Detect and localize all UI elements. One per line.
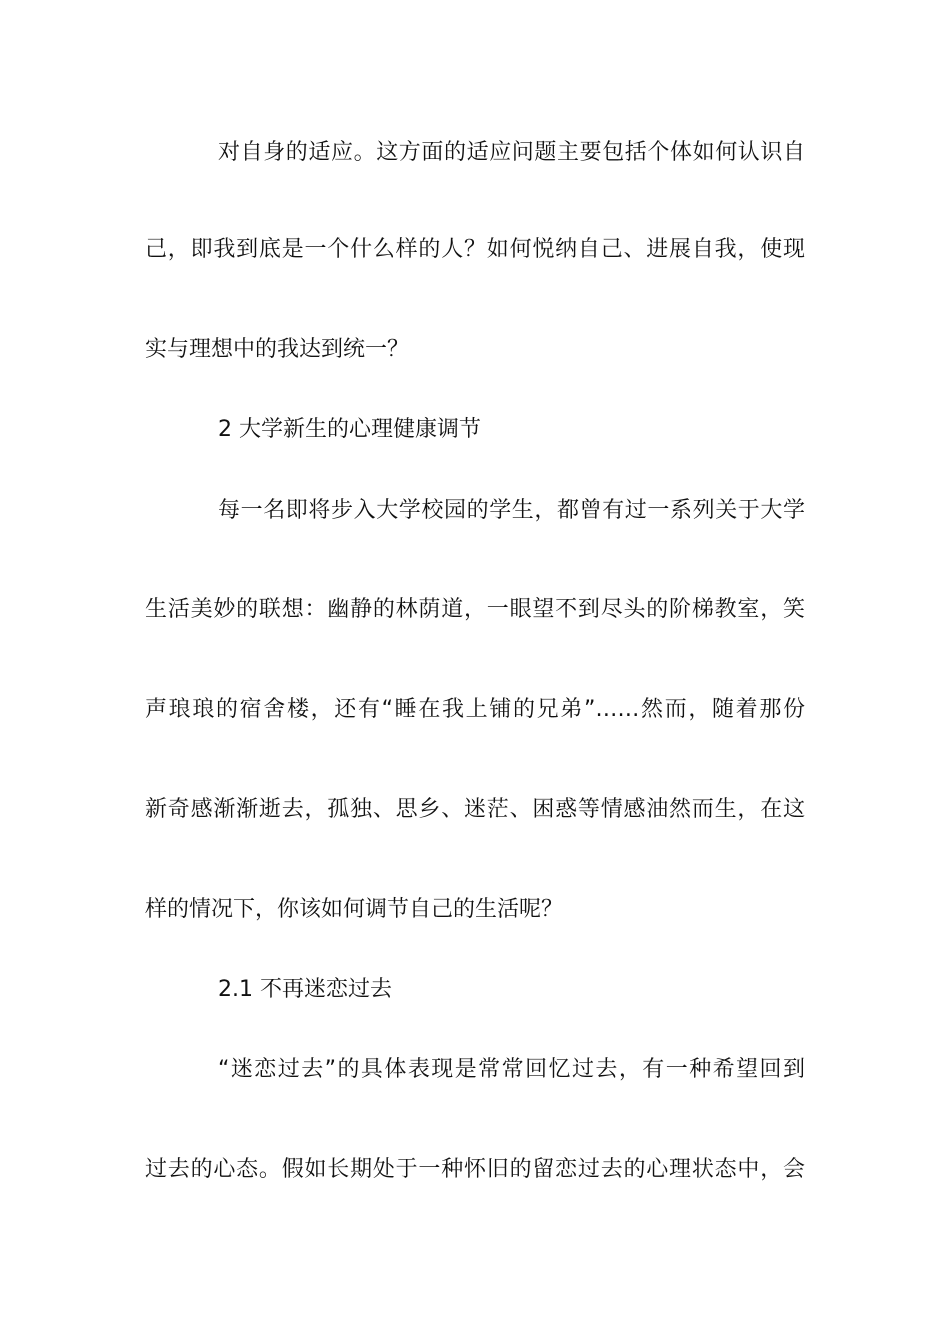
paragraph-line: 实与理想中的我达到统一？ (145, 337, 410, 362)
paragraph-line: 样的情况下，你该如何调节自己的生活呢？ (145, 897, 564, 922)
paragraph-line: 每一名即将步入大学校园的学生，都曾有过一系列关于大学 (218, 498, 805, 523)
subsection-heading: 2.1 不再迷恋过去 (218, 977, 392, 1002)
paragraph-line: 生活美妙的联想：幽静的林荫道，一眼望不到尽头的阶梯教室，笑 (145, 597, 805, 622)
section-heading: 2 大学新生的心理健康调节 (218, 417, 481, 442)
paragraph-line: “迷恋过去”的具体表现是常常回忆过去，有一种希望回到 (218, 1057, 805, 1082)
paragraph-line: 过去的心态。假如长期处于一种怀旧的留恋过去的心理状态中，会 (145, 1157, 805, 1182)
paragraph-line: 己，即我到底是一个什么样的人？如何悦纳自己、进展自我，使现 (145, 237, 805, 262)
paragraph-line: 新奇感渐渐逝去，孤独、思乡、迷茫、困惑等情感油然而生，在这 (145, 797, 805, 822)
paragraph-line: 对自身的适应。这方面的适应问题主要包括个体如何认识自 (218, 140, 805, 165)
paragraph-line: 声琅琅的宿舍楼，还有“睡在我上铺的兄弟”……然而，随着那份 (145, 697, 805, 722)
